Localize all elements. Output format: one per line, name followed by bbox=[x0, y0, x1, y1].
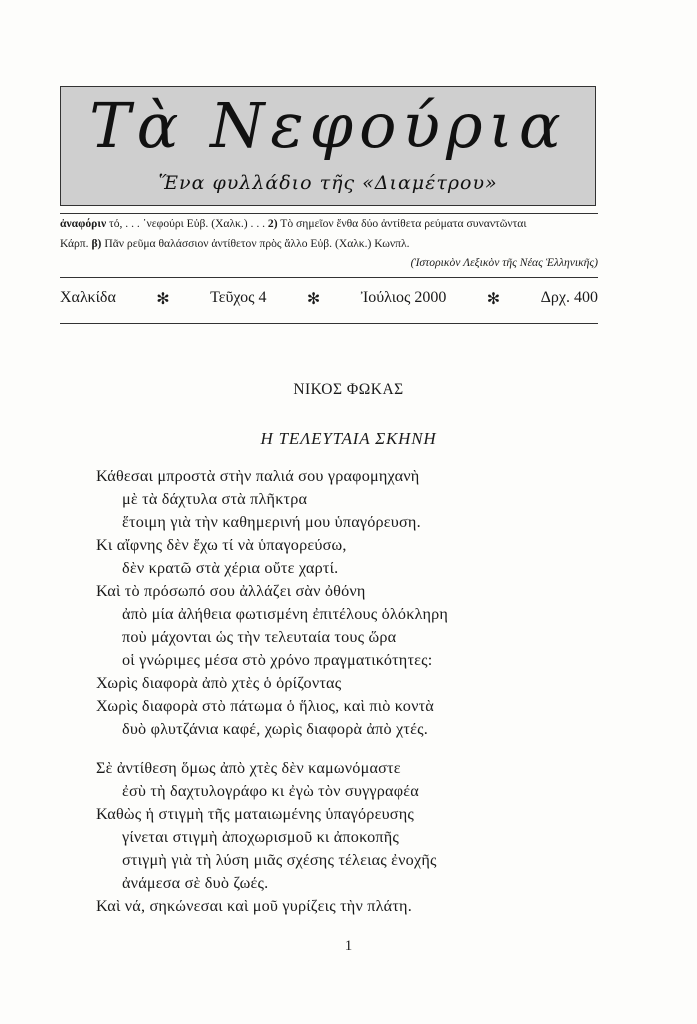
separator-asterisk: ✻ bbox=[156, 291, 170, 308]
poem-line: ἀπὸ μία ἀλήθεια φωτισμένη ἐπιτέλους ὁλόκληρη bbox=[122, 605, 449, 623]
definition-text: Κάρπ. bbox=[60, 237, 92, 250]
definition-text: τό, . . . ᾿νεφούρι Εὐβ. (Χαλκ.) . . . bbox=[106, 217, 268, 230]
poem-line: Καὶ νά, σηκώνεσαι καὶ μοῦ γυρίζεις τὴν πλάτη. bbox=[96, 897, 412, 915]
poem-line: Καὶ τὸ πρόσωπό σου ἀλλάζει σὰν ὀθόνη bbox=[96, 582, 366, 600]
poem-line: ἕτοιμη γιὰ τὴν καθημερινή μου ὑπαγόρευση. bbox=[122, 513, 421, 531]
poem-line: γίνεται στιγμὴ ἀποχωρισμοῦ κι ἀποκοπῆς bbox=[122, 828, 400, 846]
definition-line-2 bbox=[60, 236, 598, 252]
definition-number: β) bbox=[91, 237, 102, 250]
definition-line-1 bbox=[60, 216, 598, 232]
poem-line: Καθὼς ἡ στιγμὴ τῆς ματαιωμένης ὑπαγόρευσης bbox=[96, 805, 414, 823]
divider bbox=[60, 277, 598, 278]
definition-text: Τὸ σημεῖον ἔνθα δύο ἀντίθετα ρεύματα συναντῶνται bbox=[277, 217, 527, 230]
definition-headword: ἀναφόριν bbox=[60, 217, 107, 230]
divider bbox=[60, 213, 598, 214]
poem-line: Χωρὶς διαφορὰ ἀπὸ χτὲς ὁ ὁρίζοντας bbox=[96, 674, 342, 692]
page-number: 1 bbox=[344, 938, 353, 954]
poem-line: δυὸ φλυτζάνια καφέ, χωρὶς διαφορὰ ἀπὸ χτές. bbox=[122, 720, 428, 738]
issue-city: Χαλκίδα bbox=[60, 289, 116, 306]
separator-asterisk: ✻ bbox=[306, 291, 321, 308]
issue-info bbox=[60, 289, 598, 309]
poem-title: Η ΤΕΛΕΥΤΑΙΑ ΣΚΗΝΗ bbox=[260, 429, 437, 448]
poem-line: ποὺ μάχονται ὡς τὴν τελευταία τους ὥρα bbox=[122, 628, 397, 646]
poem-line: μὲ τὰ δάχτυλα στὰ πλῆκτρα bbox=[122, 490, 308, 508]
poem-line: στιγμὴ γιὰ τὴ λύση μιᾶς σχέσης τέλειας ἐνοχῆς bbox=[122, 851, 437, 869]
poem-line: Κάθεσαι μπροστὰ στὴν παλιά σου γραφομηχανὴ bbox=[96, 467, 420, 485]
definition-text: Πᾶν ρεῦμα θαλάσσιον ἀντίθετον πρὸς ἄλλο Εὐβ. (Χαλκ.) Κωνπλ. bbox=[101, 237, 410, 250]
issue-price: Δρχ. 400 bbox=[540, 289, 598, 306]
divider bbox=[60, 323, 598, 324]
issue-number: Τεῦχος 4 bbox=[210, 289, 267, 306]
poem-line: Χωρὶς διαφορὰ στὸ πάτωμα ὁ ἥλιος, καὶ πιὸ κοντὰ bbox=[96, 697, 434, 715]
issue-date: Ἰούλιος 2000 bbox=[360, 289, 447, 306]
masthead-subtitle: Ἕνα φυλλάδιο τῆς «Διαμέτρου» bbox=[158, 172, 498, 194]
poem-line: Κι αἴφνης δὲν ἔχω τί νὰ ὑπαγορεύσω, bbox=[96, 536, 347, 554]
definition-source: (Ἱστορικὸν Λεξικὸν τῆς Νέας Ἑλληνικῆς) bbox=[410, 256, 598, 269]
separator-asterisk: ✻ bbox=[486, 291, 501, 308]
masthead-title: Τὰ Νεφούρια bbox=[89, 89, 567, 162]
poem-line: δὲν κρατῶ στὰ χέρια οὔτε χαρτί. bbox=[122, 559, 339, 577]
poem-author: ΝΙΚΟΣ ΦΩΚΑΣ bbox=[293, 381, 404, 398]
poem-line: ἀνάμεσα σὲ δυὸ ζωές. bbox=[122, 874, 269, 892]
masthead bbox=[60, 86, 596, 206]
definition-number: 2) bbox=[267, 217, 278, 230]
poem-line: οἱ γνώριμες μέσα στὸ χρόνο πραγματικότητες: bbox=[122, 651, 433, 669]
poem-line: Σὲ ἀντίθεση ὅμως ἀπὸ χτὲς δὲν καμωνόμαστε bbox=[96, 759, 401, 777]
poem-line: ἐσὺ τὴ δαχτυλογράφο κι ἐγὼ τὸν συγγραφέα bbox=[122, 782, 419, 800]
